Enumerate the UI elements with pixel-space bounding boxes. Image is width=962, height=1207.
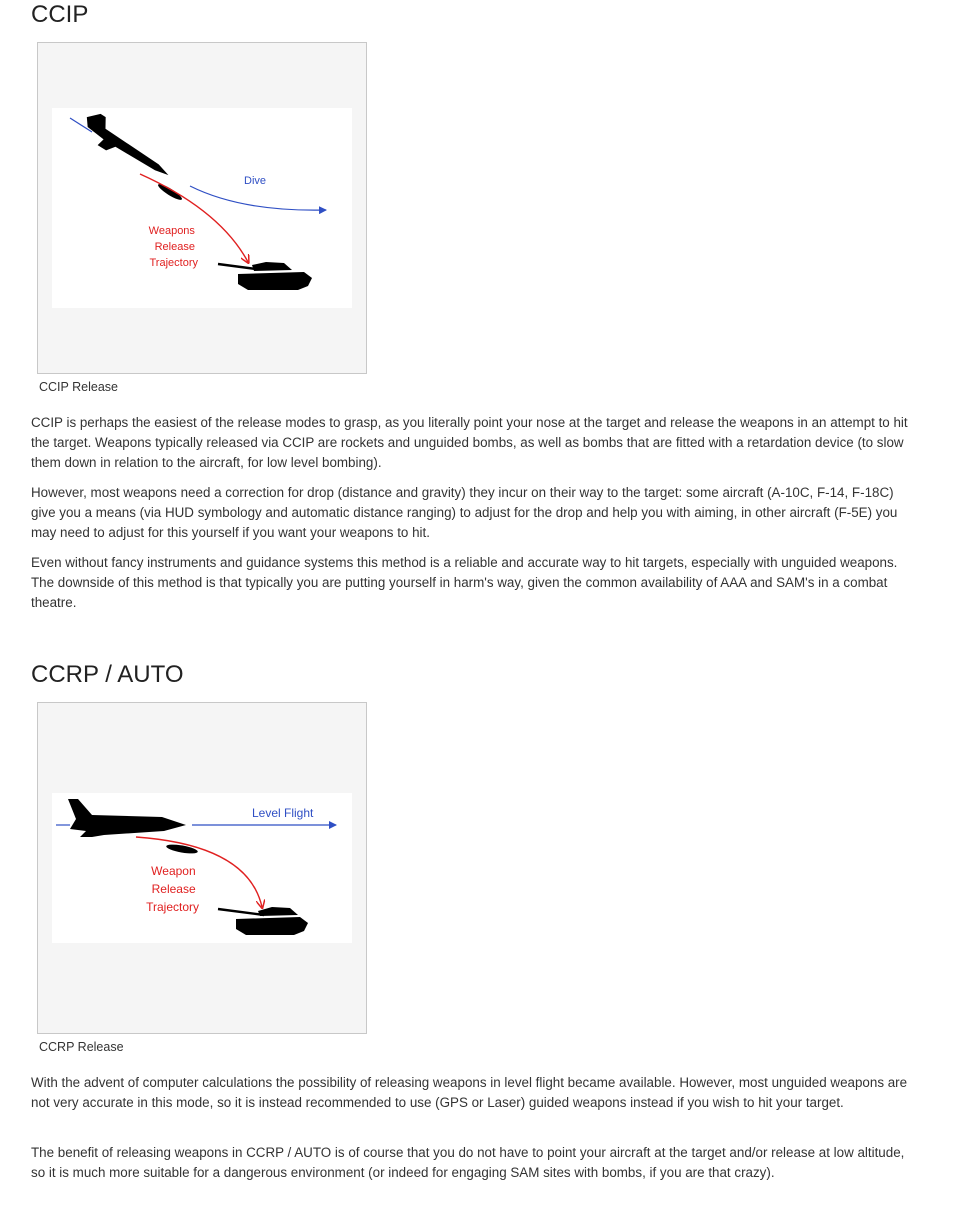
trajectory-label: Weapons Release Trajectory: [148, 225, 198, 269]
ccrp-diagram-svg: [52, 793, 352, 943]
ccip-diagram: [52, 108, 352, 308]
ccrp-release-image[interactable]: [37, 702, 367, 1034]
ccrp-diagram: [52, 793, 352, 943]
section-heading-ccrp: CCRP / AUTO: [31, 661, 184, 688]
dive-label: Dive: [244, 175, 267, 187]
bomb-icon: [166, 843, 199, 855]
level-flight-label: Level Flight: [252, 806, 314, 820]
ccrp-paragraph-2: The benefit of releasing weapons in CCRP / AUTO is of course that you do not have to point your aircraft at the target and/or release at low altitude, so it is much more suitable for a dangerous environment (or indeed for engaging SAM sites with bombs, if you are that crazy).: [31, 1145, 905, 1180]
ccrp-image-caption: CCRP Release: [39, 1040, 124, 1054]
ccip-paragraph-3: Even without fancy instruments and guidance systems this method is a reliable and accurate way to hit targets, especially with unguided weapons. The downside of this method is that typically you are putting yourself in harm's way, given the common availability of AAA and SAM's in a combat theatre.: [31, 555, 898, 610]
jet-silhouette-icon: [68, 799, 186, 837]
jet-silhouette-icon: [77, 109, 177, 186]
ccip-image-caption: CCIP Release: [39, 380, 118, 394]
ccip-paragraph-1: CCIP is perhaps the easiest of the release modes to grasp, as you literally point your nose at the target and release the weapons in an attempt to hit the target. Weapons typically released via CCIP are rockets and unguided bombs, as well as bombs that are fitted with a retardation device (to slow them down in relation to the aircraft, for low level bombing).: [31, 415, 908, 470]
trajectory-label: Weapon Release Trajectory: [146, 864, 199, 914]
bomb-icon: [156, 182, 183, 202]
tank-silhouette-icon: [218, 262, 312, 290]
section-heading-ccip: CCIP: [31, 1, 89, 28]
dive-path: [190, 186, 326, 210]
ccrp-paragraph-1: With the advent of computer calculations the possibility of releasing weapons in level flight became available. However, most unguided weapons are not very accurate in this mode, so it is instead recommended to use (GPS or Laser) guided weapons instead if you wish to hit your target.: [31, 1075, 908, 1110]
ccip-paragraph-2: However, most weapons need a correction for drop (distance and gravity) they incur on their way to the target: some aircraft (A-10C, F-14, F-18C) give you a means (via HUD symbology and automatic distance ranging) to adjust for the drop and help you with aiming, in other aircraft (F-5E) you may need to adjust for this yourself if you want your weapons to hit.: [31, 485, 898, 540]
ccip-release-image[interactable]: [37, 42, 367, 374]
tank-silhouette-icon: [218, 907, 308, 935]
ccip-diagram-svg: [52, 108, 352, 308]
